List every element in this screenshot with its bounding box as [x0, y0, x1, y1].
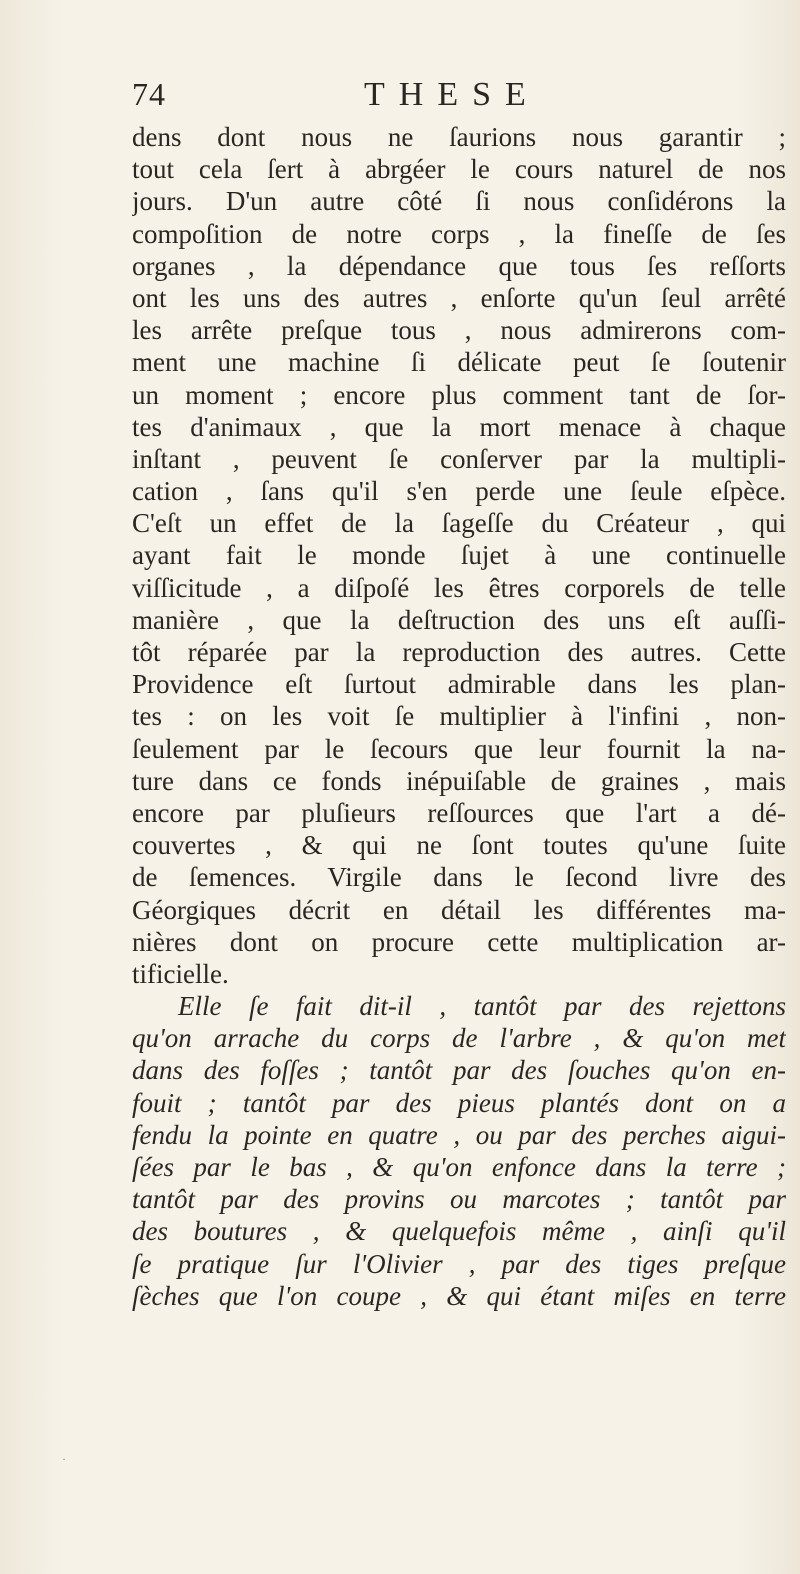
text-line: ture dans ce fonds inépuiſable de graines , mais — [132, 765, 786, 796]
text-line: les arrête preſque tous , nous admirerons com- — [132, 315, 786, 346]
quote-line: Elle ſe fait dit-il , tantôt par des rejettons — [178, 991, 786, 1022]
running-title: THESE — [364, 76, 540, 113]
text-line: Providence eſt ſurtout admirable dans les plan- — [132, 669, 786, 700]
text-line: tes : on les voit ſe multiplier à l'infini , non- — [132, 701, 786, 732]
text-line: ment une machine ſi délicate peut ſe ſoutenir — [132, 347, 786, 378]
text-line: cation , ſans qu'il s'en perde une ſeule eſpèce. — [132, 476, 786, 507]
text-line: ſeulement par le ſecours que leur fournit la na- — [132, 733, 786, 764]
quote-line: ſèches que l'on coupe , & qui étant miſes en terre — [132, 1280, 786, 1311]
page-header — [132, 76, 772, 120]
text-line: encore par pluſieurs reſſources que l'art a dé- — [132, 797, 786, 828]
text-line: de ſemences. Virgile dans le ſecond livre des — [132, 862, 786, 893]
text-line: tôt réparée par la reproduction des autres. Cette — [132, 637, 786, 667]
text-line: couvertes , & qui ne ſont toutes qu'une ſuite — [132, 830, 786, 861]
text-line: compoſition de notre corps , la fineſſe de ſes — [132, 218, 786, 249]
quote-line: fendu la pointe en quatre , ou par des perches aigui- — [132, 1119, 786, 1150]
quote-line: tantôt par des provins ou marcotes ; tantôt par — [132, 1184, 786, 1215]
quote-line: dans des foſſes ; tantôt par des ſouches qu'on en- — [132, 1055, 786, 1086]
page-number: 74 — [132, 76, 166, 112]
ink-speck: · — [62, 1452, 66, 1466]
text-line: tout cela ſert à abrgéer le cours naturel de nos — [132, 154, 786, 185]
quote-line: qu'on arrache du corps de l'arbre , & qu'on met — [132, 1023, 786, 1054]
text-line: C'eſt un effet de la ſageſſe du Créateur , qui — [132, 508, 786, 539]
quote-line: des boutures , & quelquefois même , ainſi qu'il — [132, 1216, 786, 1247]
text-line: manière , que la deſtruction des uns eſt auſſi- — [132, 604, 786, 635]
text-line: nières dont on procure cette multiplication ar- — [132, 926, 786, 957]
text-line: viſſicitude , a diſpoſé les êtres corporels de telle — [132, 572, 786, 603]
body-text — [132, 121, 786, 1312]
quote-line: ſées par le bas , & qu'on enfonce dans la terre ; — [132, 1152, 786, 1182]
text-line: ont les uns des autres , enſorte qu'un ſeul arrêté — [132, 282, 786, 313]
text-line: organes , la dépendance que tous ſes reſſorts — [132, 250, 786, 281]
quote-line: fouit ; tantôt par des pieus plantés dont on a — [132, 1087, 786, 1118]
quote-line: ſe pratique ſur l'Olivier , par des tiges preſque — [132, 1248, 786, 1279]
text-line: inſtant , peuvent ſe conſerver par la multipli- — [132, 443, 786, 474]
text-line: dens dont nous ne ſaurions nous garantir ; — [132, 122, 786, 152]
text-line: jours. D'un autre côté ſi nous conſidérons la — [132, 186, 786, 217]
text-line: tificielle. — [132, 958, 229, 989]
text-line: Géorgiques décrit en détail les différentes ma- — [132, 894, 786, 925]
text-line: ayant fait le monde ſujet à une continuelle — [132, 540, 786, 571]
text-line: tes d'animaux , que la mort menace à chaque — [132, 411, 786, 442]
text-line: un moment ; encore plus comment tant de ſor- — [132, 379, 786, 410]
